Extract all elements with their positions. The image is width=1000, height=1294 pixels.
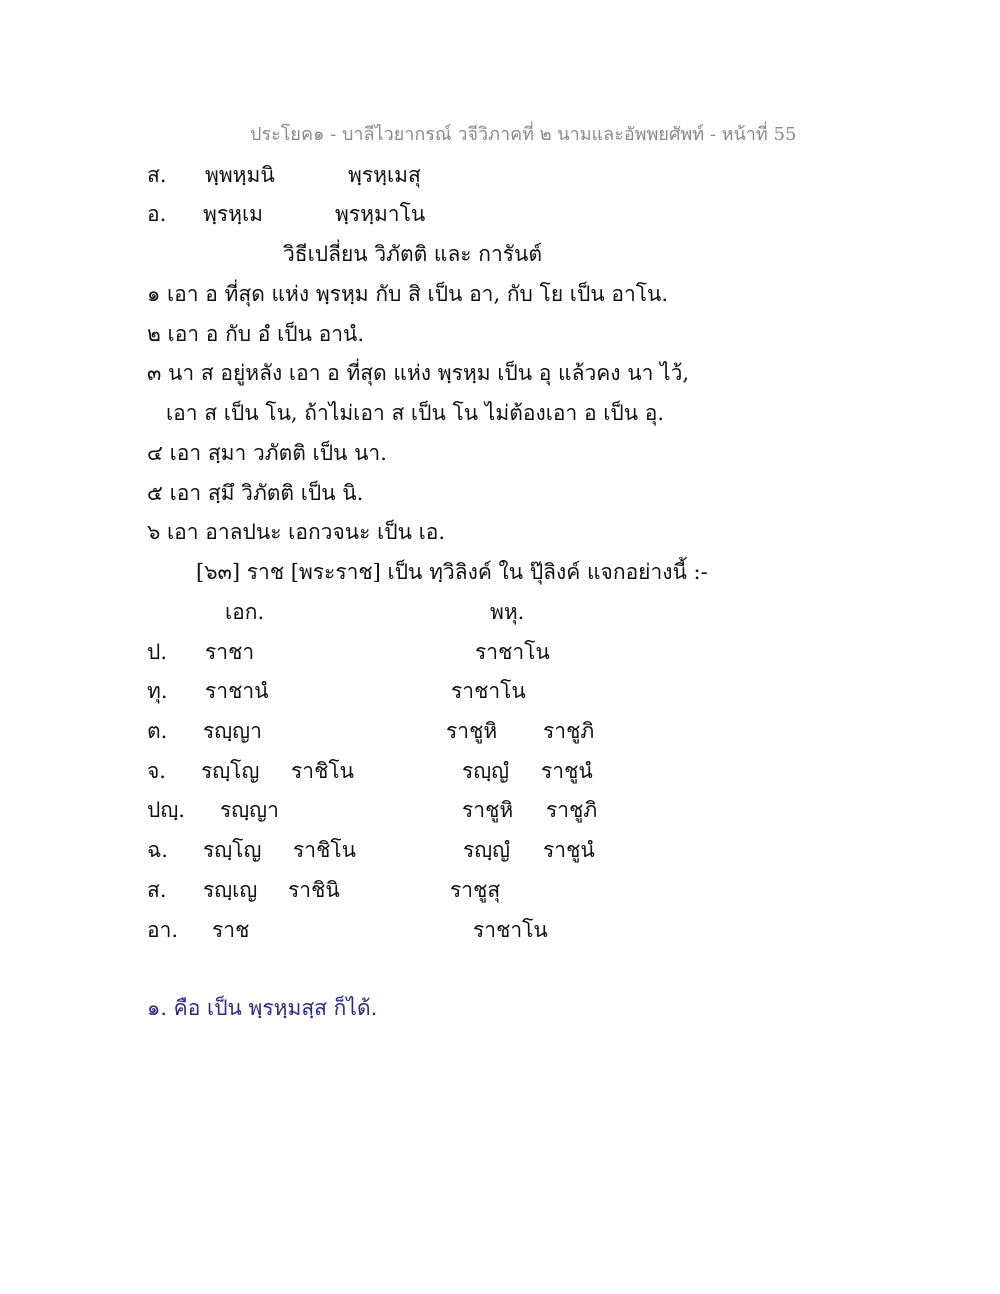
- plural-form: พฺรหฺมาโน: [335, 202, 426, 226]
- plural-form: รญฺญํ: [462, 759, 510, 783]
- case-label: ทุ.: [147, 679, 168, 703]
- singular-form-alt: ราชินิ: [288, 878, 340, 902]
- singular-form: พฺรหฺเม: [203, 202, 263, 226]
- singular-form: ราชา: [205, 640, 255, 664]
- rule-item: ๕ เอา สฺมึ วิภัตติ เป็น นิ.: [147, 481, 364, 505]
- plural-form: พฺรหฺเมสุ: [348, 163, 421, 187]
- singular-form-alt: ราชิโน: [293, 838, 356, 862]
- plural-form-alt: ราชูนํ: [541, 759, 593, 783]
- plural-form: ราชูหิ: [462, 798, 514, 822]
- case-label: อา.: [147, 918, 179, 942]
- rule-item: ๒ เอา อ กับ อํ เป็น อานํ.: [147, 322, 365, 346]
- case-label: อ.: [147, 202, 167, 226]
- rule-item: ๖ เอา อาลปนะ เอกวจนะ เป็น เอ.: [147, 520, 446, 544]
- case-label: ส.: [147, 163, 167, 187]
- case-label: จ.: [147, 759, 166, 783]
- singular-form-alt: ราชิโน: [291, 759, 354, 783]
- singular-form: รญฺญา: [220, 798, 279, 822]
- case-label: ป.: [147, 640, 168, 664]
- plural-form: ราชาโน: [451, 679, 526, 703]
- rule-item: ๓ นา ส อยู่หลัง เอา อ ที่สุด แห่ง พฺรหฺม เป็น อุ แล้วคง นา ไว้,: [147, 361, 690, 385]
- singular-form: รญฺโญ: [203, 838, 262, 862]
- plural-form-alt: ราชูนํ: [543, 838, 595, 862]
- plural-form: ราชูสุ: [450, 878, 501, 902]
- plural-form-alt: ราชูภิ: [546, 798, 598, 822]
- singular-form: รญฺโญ: [201, 759, 260, 783]
- rules-title: วิธีเปลี่ยน วิภัตติ และ การันต์: [283, 242, 543, 266]
- case-label: ฉ.: [147, 838, 168, 862]
- column-header-singular: เอก.: [225, 600, 265, 624]
- plural-form: ราชาโน: [475, 640, 550, 664]
- singular-form: รญฺเญ: [203, 878, 258, 902]
- plural-form: ราชูหิ: [446, 719, 498, 743]
- plural-form: ราชาโน: [473, 918, 548, 942]
- singular-form: ราช: [212, 918, 250, 942]
- section-intro: [๖๓] ราช [พระราช] เป็น ทฺวิลิงค์ ใน ปุ๊ลิงค์ แจกอย่างนี้ :-: [196, 560, 708, 584]
- rule-item: ๑ เอา อ ที่สุด แห่ง พฺรหฺม กับ สิ เป็น อา, กับ โย เป็น อาโน.: [147, 282, 669, 306]
- column-header-plural: พหุ.: [490, 600, 525, 624]
- plural-form: รญฺญํ: [463, 838, 511, 862]
- case-label: ปญฺ.: [147, 798, 185, 822]
- singular-form: รญฺญา: [203, 719, 262, 743]
- singular-form: พฺพหฺมนิ: [205, 163, 275, 187]
- case-label: ต.: [147, 719, 168, 743]
- rule-item-continuation: เอา ส เป็น โน, ถ้าไม่เอา ส เป็น โน ไม่ต้องเอา อ เป็น อุ.: [166, 401, 665, 425]
- singular-form: ราชานํ: [205, 679, 269, 703]
- case-label: ส.: [147, 878, 167, 902]
- footnote: ๑. คือ เป็น พฺรหฺมสฺส ก็ได้.: [147, 996, 378, 1020]
- rule-item: ๔ เอา สฺมา วภัตติ เป็น นา.: [147, 441, 387, 465]
- page-header: ประโยค๑ - บาลีไวยากรณ์ วจีวิภาคที่ ๒ นามและอัพพยศัพท์ - หน้าที่ 55: [250, 124, 797, 145]
- plural-form-alt: ราชูภิ: [543, 719, 595, 743]
